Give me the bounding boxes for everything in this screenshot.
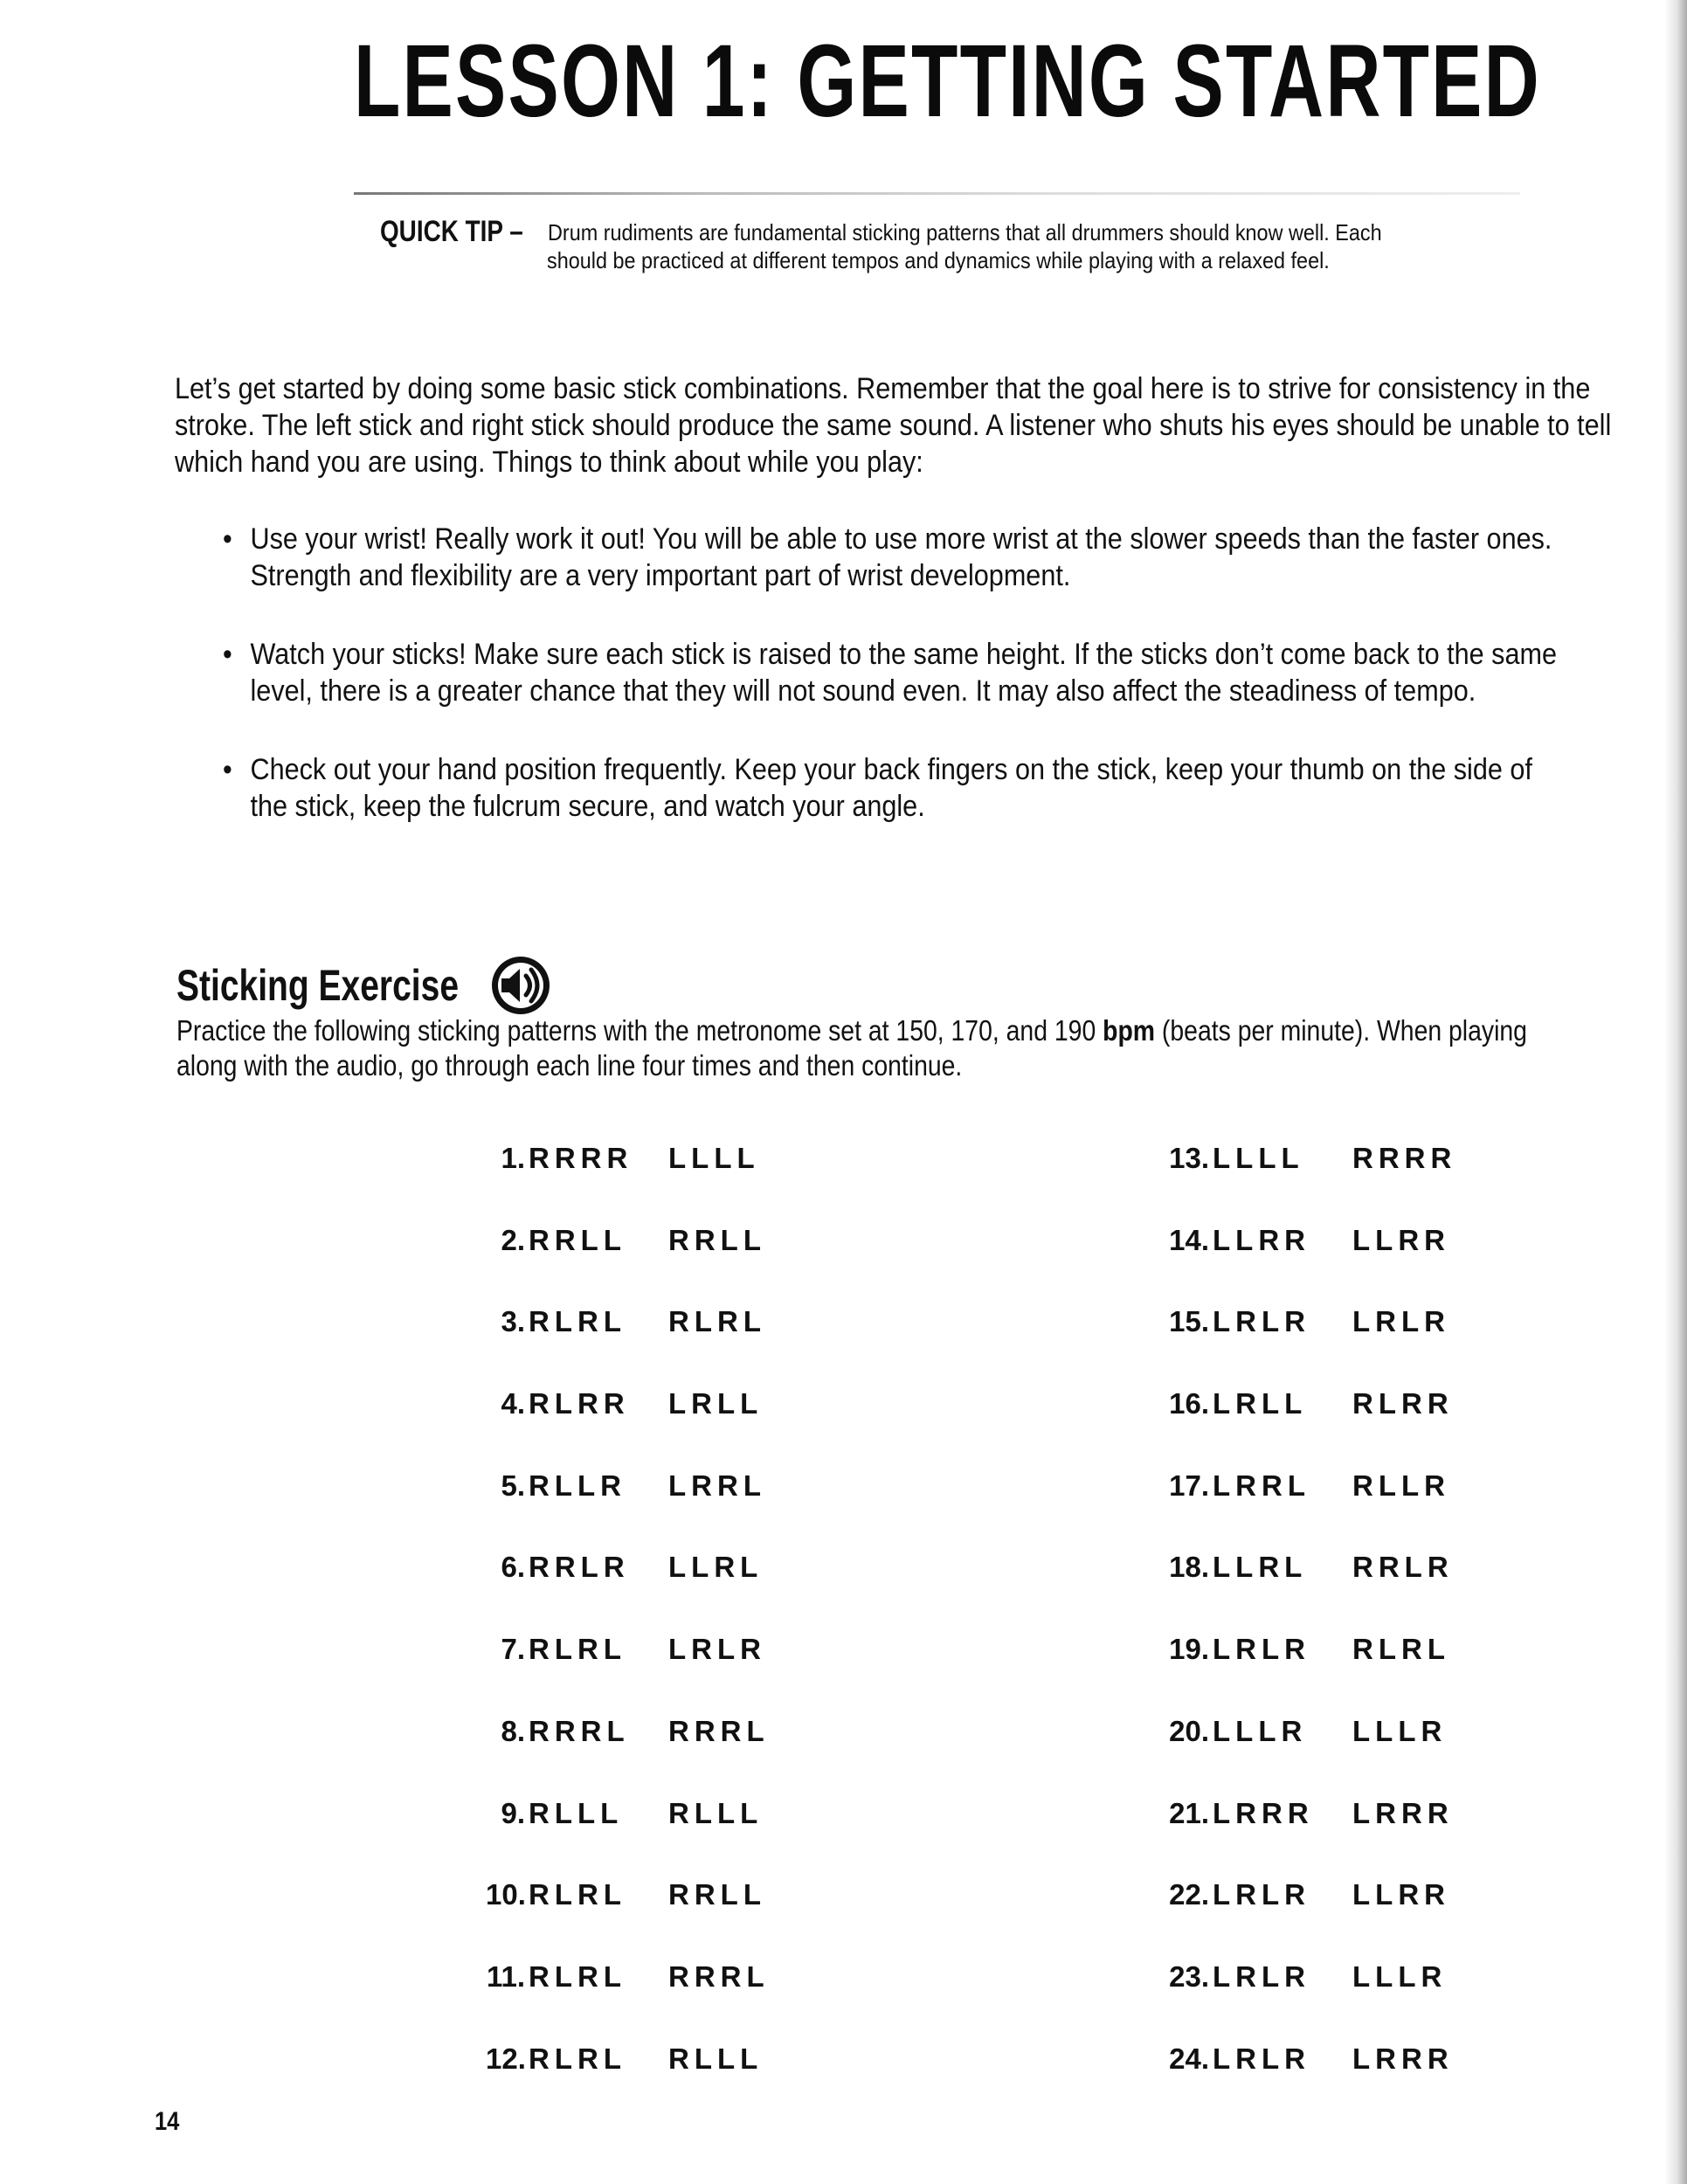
exercise-row (486, 1960, 770, 2042)
sticking-pattern: RLRL (668, 1305, 766, 1338)
sticking-pattern: LRLR (1213, 1633, 1310, 1666)
exercise-row (486, 1633, 770, 1715)
quick-tip-label: QUICK TIP – (380, 215, 523, 248)
exercise-row (1155, 1387, 1456, 1469)
bullet-line: Strength and flexibility are a very important part of wrist development. (250, 559, 1071, 592)
sticking-pattern: LLRR (1213, 1223, 1310, 1256)
bullet-item-hand-position (223, 751, 1559, 825)
exercise-number: 22. (1169, 1878, 1209, 1911)
sticking-pattern: RLLR (529, 1469, 626, 1502)
bullet-dot-icon: • (223, 522, 232, 556)
exercise-row (486, 1551, 770, 1633)
exercise-row (1155, 1224, 1456, 1306)
sticking-pattern: RLRL (529, 1633, 626, 1666)
sticking-pattern: LRLR (668, 1633, 766, 1666)
sticking-pattern: LRRR (1352, 2042, 1454, 2075)
sticking-pattern: LLRR (1352, 1223, 1450, 1256)
exercise-number: 20. (1169, 1714, 1209, 1747)
sticking-pattern: RLRL (529, 1878, 626, 1911)
sticking-pattern: LRLR (1213, 1305, 1310, 1338)
exercise-row (1155, 1715, 1456, 1797)
exercise-number: 14. (1169, 1223, 1209, 1256)
sticking-pattern: RRLL (668, 1223, 766, 1256)
exercise-row (1155, 1878, 1456, 1960)
sticking-pattern: RRLR (529, 1551, 630, 1584)
bullet-line: Use your wrist! Really work it out! You will be able to use more wrist at the slower speeds than the faster ones. (250, 522, 1552, 556)
exercise-number: 5. (501, 1469, 525, 1502)
exercise-number: 4. (501, 1387, 525, 1420)
exercise-number: 6. (501, 1551, 525, 1584)
quick-tip-text-line-2: should be practiced at different tempos and dynamics while playing with a relaxed feel. (547, 247, 1330, 273)
quick-tip-rule (354, 192, 1520, 195)
sticking-pattern: RRRR (529, 1142, 633, 1174)
exercise-row (1155, 1305, 1456, 1387)
quick-tip-text-line-1: Drum rudiments are fundamental sticking patterns that all drummers should know well. Each (548, 219, 1382, 245)
sticking-pattern: RRRL (668, 1714, 770, 1747)
exercise-number: 11. (486, 1959, 525, 1993)
exercise-number: 10. (486, 1878, 526, 1911)
intro-line: Let’s get started by doing some basic stick combinations. Remember that the goal here is to strive for consistency in the (175, 372, 1591, 405)
section-title: Sticking Exercise (176, 961, 460, 1010)
exercise-number: 15. (1169, 1305, 1209, 1338)
exercise-number: 1. (501, 1142, 525, 1174)
exercise-number: 12. (486, 2042, 526, 2075)
sticking-pattern: RLLR (1352, 1469, 1450, 1502)
exercise-row (486, 1878, 770, 1960)
page-edge-shadow (1664, 0, 1687, 2184)
sticking-pattern: LLRL (1213, 1551, 1308, 1584)
exercise-number: 16. (1169, 1387, 1209, 1420)
exercise-row (1155, 1633, 1456, 1715)
exercise-number: 23. (1169, 1959, 1209, 1993)
sticking-pattern: LLLR (1213, 1714, 1308, 1747)
exercise-row (486, 1387, 770, 1469)
exercise-number: 18. (1169, 1551, 1209, 1584)
audio-speaker-icon (487, 952, 554, 1019)
exercise-row (486, 1797, 770, 1879)
exercise-number: 24. (1169, 2042, 1209, 2075)
exercise-column-left (486, 1142, 770, 2124)
page-number: 14 (155, 2107, 180, 2136)
exercise-number: 9. (501, 1796, 525, 1829)
sticking-pattern: LRLR (1213, 1959, 1310, 1993)
exercise-number: 3. (501, 1305, 525, 1338)
sticking-pattern: RLRL (529, 1305, 626, 1338)
intro-line: which hand you are using. Things to think about while you play: (175, 446, 923, 479)
exercise-row (1155, 1142, 1456, 1224)
exercise-row (1155, 1469, 1456, 1552)
sticking-pattern: RLRL (1352, 1633, 1450, 1666)
bullet-dot-icon: • (223, 638, 232, 671)
bullet-item-sticks (223, 636, 1559, 709)
sticking-pattern: LLRR (1352, 1878, 1450, 1911)
sticking-pattern: RRRL (668, 1959, 770, 1993)
exercise-row (1155, 1551, 1456, 1633)
sticking-pattern: LRRR (1352, 1796, 1454, 1829)
sticking-pattern: RLRL (529, 2042, 626, 2075)
sticking-pattern: RRLR (1352, 1551, 1454, 1584)
sticking-pattern: RRLL (529, 1223, 626, 1256)
exercise-number: 19. (1169, 1633, 1209, 1666)
exercise-column-right (1155, 1142, 1456, 2124)
intro-line: stroke. The left stick and right stick should produce the same sound. A listener who shuts his eyes should be unable to tell (175, 409, 1612, 442)
exercise-row (486, 1469, 770, 1552)
sticking-pattern: LLLL (668, 1142, 760, 1174)
practice-line-1 (176, 1013, 1604, 1048)
sticking-pattern: LLLR (1352, 1714, 1448, 1747)
exercise-row (486, 2042, 770, 2125)
exercise-row (486, 1142, 770, 1224)
sticking-pattern: RRRL (529, 1714, 630, 1747)
exercise-number: 17. (1169, 1469, 1209, 1502)
sticking-pattern: RRRR (1352, 1142, 1457, 1174)
bullet-line: level, there is a greater chance that they will not sound even. It may also affect the steadiness of tempo. (250, 674, 1476, 708)
bullet-item-wrist (223, 521, 1559, 594)
sticking-pattern: RRLL (668, 1878, 766, 1911)
sticking-pattern: LRRL (1213, 1469, 1310, 1502)
exercise-number: 8. (501, 1714, 525, 1747)
sticking-pattern: RLRL (529, 1959, 626, 1993)
exercise-row (486, 1715, 770, 1797)
sticking-pattern: LLLR (1352, 1959, 1448, 1993)
exercise-number: 7. (501, 1633, 525, 1666)
bpm-term: bpm (1103, 1014, 1156, 1047)
exercise-row (486, 1224, 770, 1306)
exercise-row (1155, 1797, 1456, 1879)
sticking-pattern: RLRR (529, 1387, 630, 1420)
sticking-pattern: LRLL (1213, 1387, 1308, 1420)
sticking-pattern: RLLL (529, 1796, 624, 1829)
bullet-dot-icon: • (223, 753, 232, 786)
sticking-pattern: LRRR (1213, 1796, 1314, 1829)
exercise-number: 13. (1169, 1142, 1209, 1174)
sticking-pattern: LRLR (1213, 1878, 1310, 1911)
bullet-line: the stick, keep the fulcrum secure, and watch your angle. (250, 790, 925, 823)
sticking-pattern: LRLR (1213, 2042, 1310, 2075)
lesson-title: LESSON 1: GETTING STARTED (354, 24, 1541, 139)
practice-instructions (176, 1013, 1604, 1083)
sticking-pattern: RLRR (1352, 1387, 1454, 1420)
sticking-pattern: LLRL (668, 1551, 764, 1584)
sticking-pattern: RLLL (668, 1796, 764, 1829)
intro-paragraph (175, 370, 1612, 480)
sticking-exercise-header (176, 952, 554, 1019)
sticking-pattern: LLLL (1213, 1142, 1304, 1174)
sticking-pattern: LRLR (1352, 1305, 1450, 1338)
exercise-number: 2. (501, 1223, 525, 1256)
exercise-number: 21. (1169, 1796, 1209, 1829)
exercise-row (486, 1305, 770, 1387)
sticking-pattern: LRLL (668, 1387, 764, 1420)
bullet-line: Watch your sticks! Make sure each stick is raised to the same height. If the sticks don’t come back to the same (250, 638, 1558, 671)
practice-text: (beats per minute). When playing (1155, 1014, 1527, 1047)
quick-tip-box (354, 192, 1520, 275)
sticking-pattern: RLLL (668, 2042, 764, 2075)
exercise-row (1155, 2042, 1456, 2125)
sticking-pattern: LRRL (668, 1469, 766, 1502)
tips-bullet-list (223, 521, 1559, 867)
practice-text: Practice the following sticking patterns with the metronome set at 150, 170, and 190 (176, 1014, 1103, 1047)
bullet-line: Check out your hand position frequently. Keep your back fingers on the stick, keep your thumb on the side of (250, 753, 1532, 786)
exercise-row (1155, 1960, 1456, 2042)
practice-line-2: along with the audio, go through each line four times and then continue. (176, 1049, 963, 1082)
